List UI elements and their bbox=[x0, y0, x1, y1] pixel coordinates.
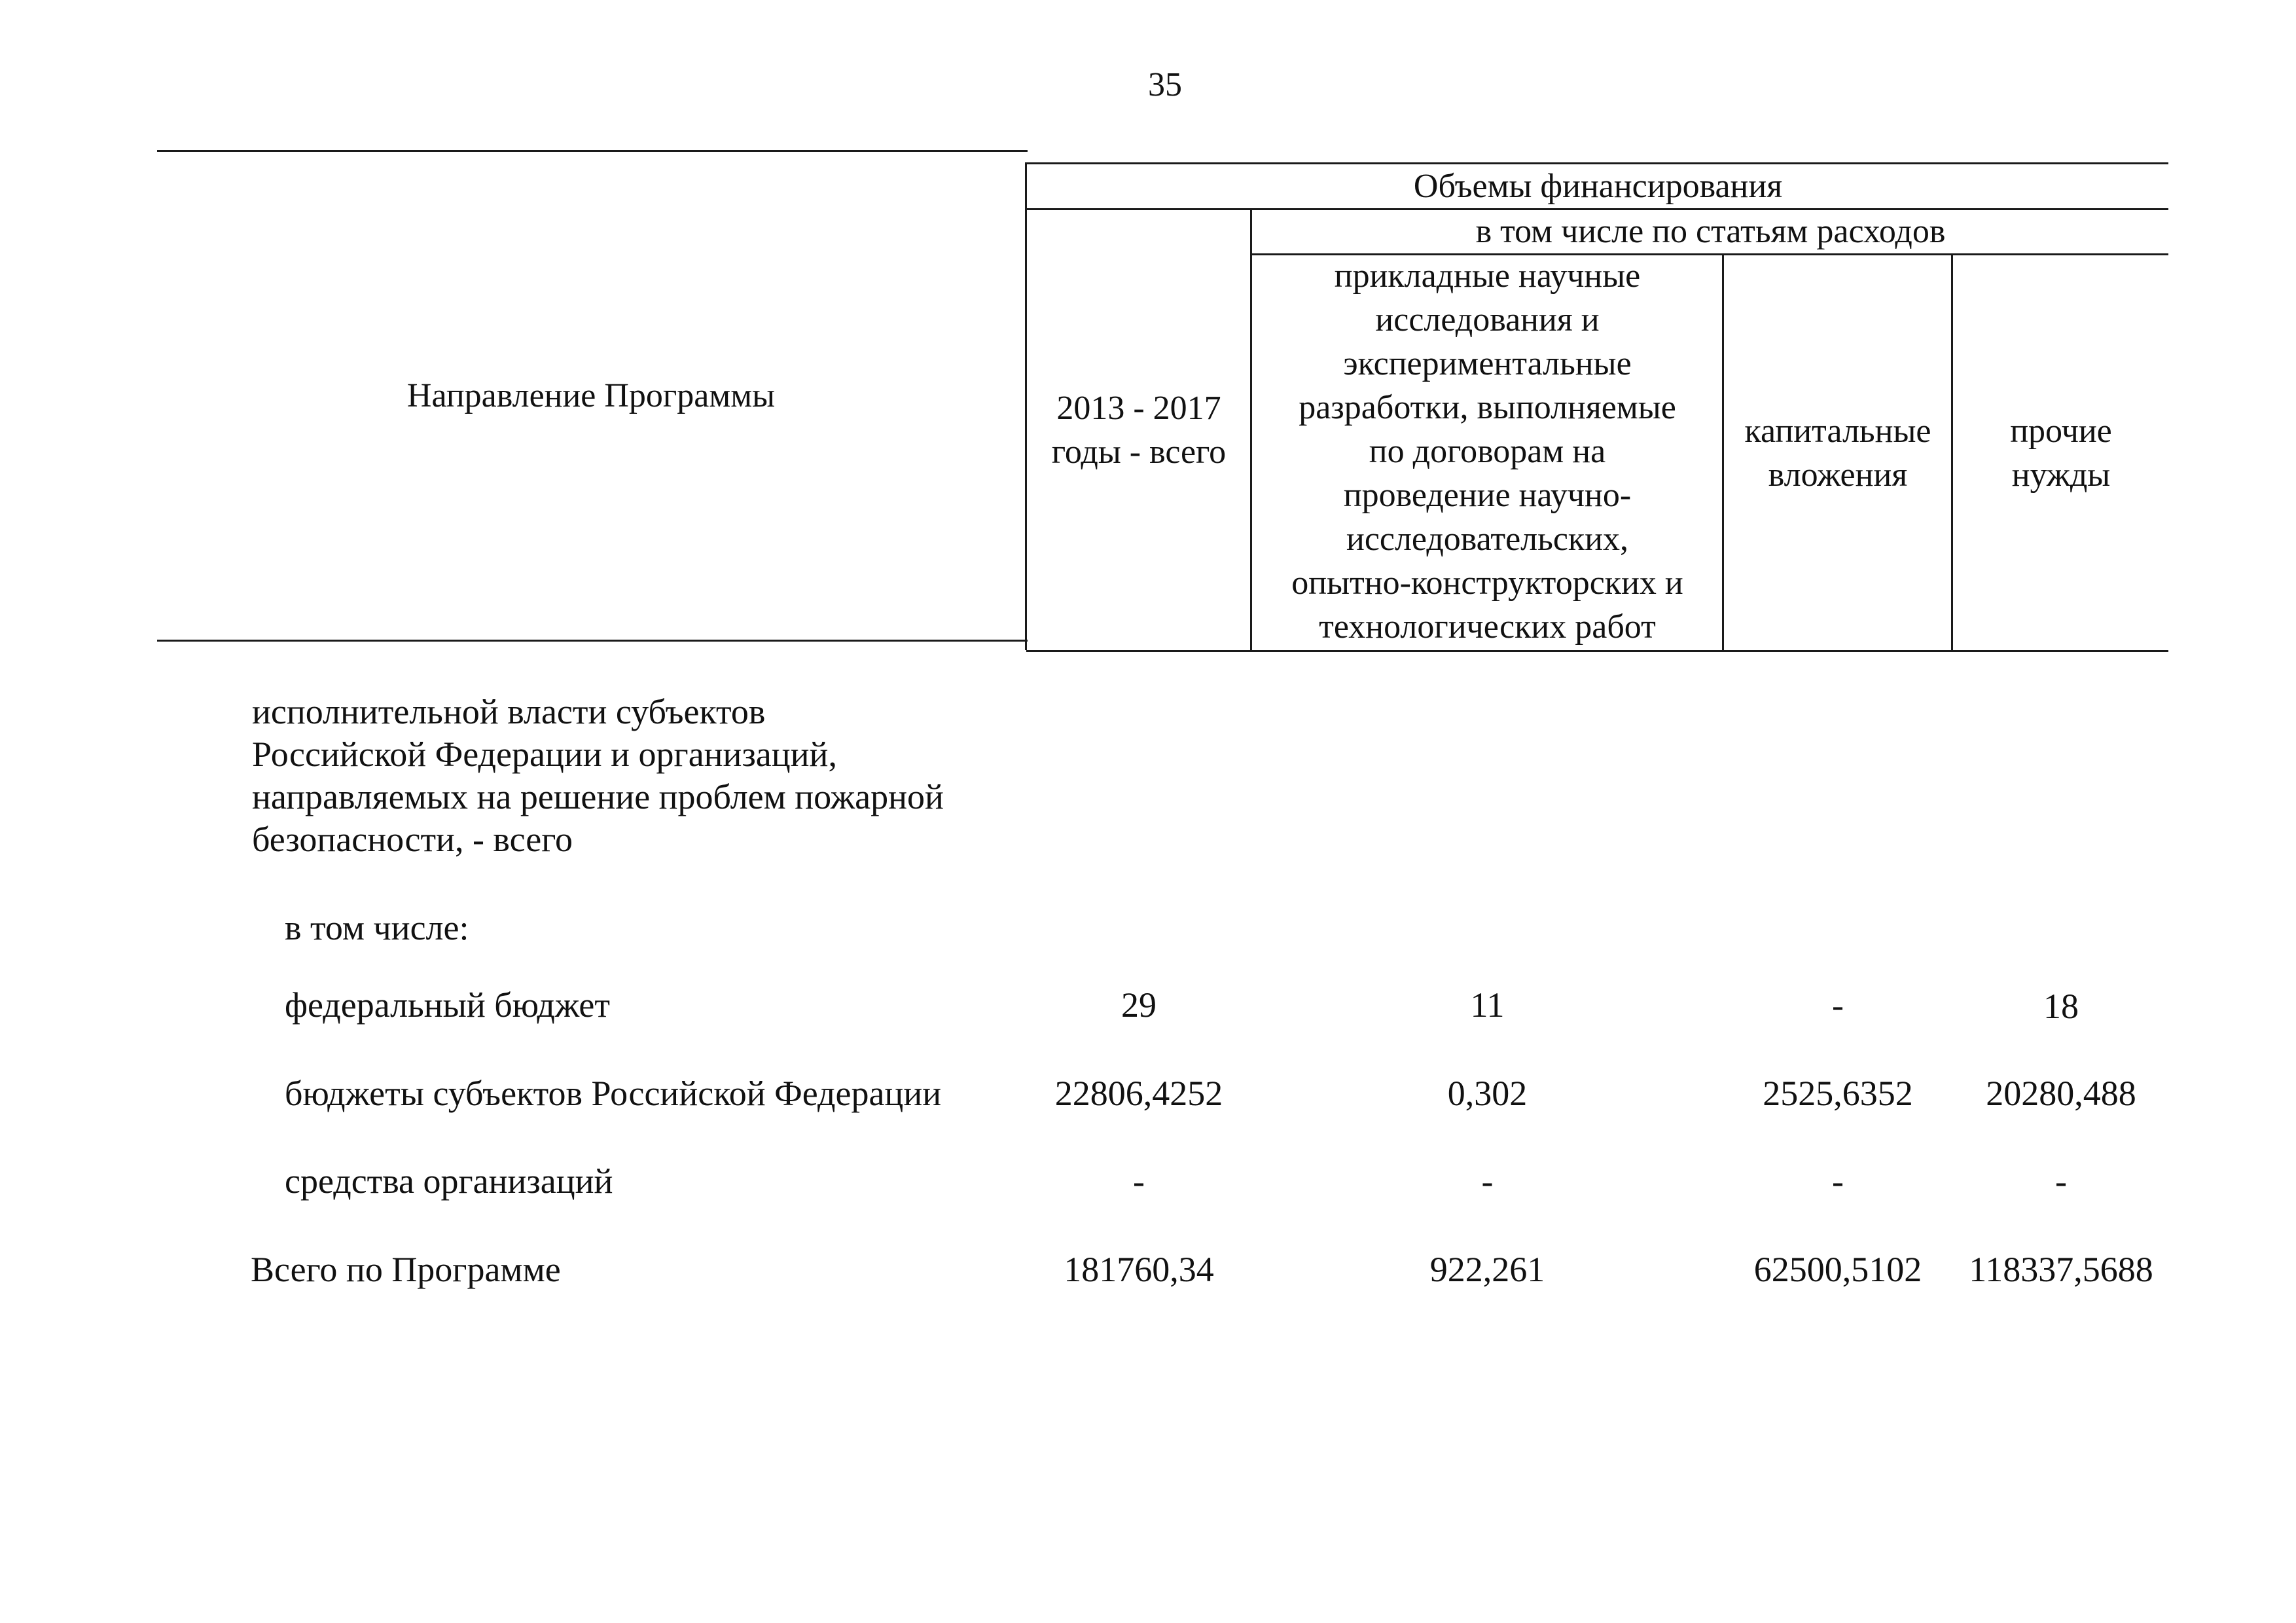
continued-label-line: направляемых на решение проблем пожарной bbox=[252, 777, 944, 816]
row-label: федеральный бюджет bbox=[285, 985, 610, 1025]
header-funding-volumes-text: Объемы финансирования bbox=[1413, 167, 1783, 205]
header-rnd-line: исследования и bbox=[1375, 301, 1600, 338]
header-total-line-1: 2013 - 2017 bbox=[1056, 389, 1221, 427]
continued-label-line: безопасности, - всего bbox=[252, 820, 573, 859]
row-label: бюджеты субъектов Российской Федерации bbox=[285, 1074, 942, 1113]
grand-total-other-value: 118337,5688 bbox=[1969, 1250, 2153, 1289]
row-rnd-value: 0,302 bbox=[1447, 1074, 1528, 1113]
continued-label-line: Российской Федерации и организаций, bbox=[252, 735, 837, 774]
header-other-line-2: нужды bbox=[2011, 456, 2111, 494]
header-funding-volumes bbox=[1028, 164, 2168, 208]
grand-total-label: Всего по Программе bbox=[251, 1250, 561, 1289]
grand-total-value: 181760,34 bbox=[1064, 1250, 1214, 1289]
col-divider-1 bbox=[1025, 162, 1027, 650]
header-rnd-line: по договорам на bbox=[1369, 432, 1606, 470]
header-rnd-line: экспериментальные bbox=[1343, 344, 1632, 382]
header-by-expense-items bbox=[1253, 210, 2168, 253]
continued-label-line: исполнительной власти субъектов bbox=[252, 692, 766, 731]
header-rnd-line: разработки, выполняемые bbox=[1299, 388, 1676, 426]
header-direction bbox=[157, 152, 1025, 640]
header-rnd-line: исследовательских, bbox=[1346, 520, 1629, 558]
header-capital-line-1: капитальные bbox=[1744, 412, 1931, 450]
header-rnd-line: прикладные научные bbox=[1334, 257, 1641, 295]
grand-total-rnd-value: 922,261 bbox=[1429, 1250, 1545, 1289]
col-divider-4 bbox=[1951, 253, 1953, 650]
row-label: средства организаций bbox=[285, 1161, 613, 1201]
header-rnd-line: технологических работ bbox=[1319, 608, 1656, 646]
row-total-value: 22806,4252 bbox=[1054, 1074, 1223, 1113]
row-other-value: - bbox=[2055, 1161, 2067, 1201]
row-capital-value: 2525,6352 bbox=[1763, 1074, 1913, 1113]
header-total bbox=[1028, 210, 1250, 650]
header-capital-line-2: вложения bbox=[1768, 456, 1908, 494]
header-total-line-2: годы - всего bbox=[1051, 433, 1227, 471]
header-direction-text: Направление Программы bbox=[406, 377, 776, 414]
header-rnd-line: опытно-конструкторских и bbox=[1291, 564, 1683, 602]
header-bottom-rule-right bbox=[1026, 650, 2168, 652]
col-divider-3 bbox=[1722, 253, 1724, 650]
header-capital bbox=[1725, 255, 1951, 650]
header-rnd bbox=[1253, 252, 1722, 650]
row-total-value: - bbox=[1133, 1161, 1145, 1201]
row-other-value: 18 bbox=[2043, 987, 2079, 1026]
row-capital-value: - bbox=[1832, 1161, 1844, 1201]
row-other-value: 20280,488 bbox=[1986, 1074, 2136, 1113]
row-total-value: 29 bbox=[1121, 985, 1157, 1025]
row-capital-value: - bbox=[1832, 985, 1844, 1025]
including-label: в том числе: bbox=[285, 908, 469, 947]
header-other bbox=[1954, 255, 2168, 650]
header-rnd-line: проведение научно- bbox=[1343, 476, 1632, 514]
row-rnd-value: - bbox=[1481, 1161, 1494, 1201]
header-other-line-1: прочие bbox=[2010, 412, 2112, 450]
page-number: 35 bbox=[1148, 66, 1182, 103]
row-rnd-value: 11 bbox=[1470, 985, 1505, 1025]
grand-total-capital-value: 62500,5102 bbox=[1753, 1250, 1922, 1289]
header-by-expense-items-text: в том числе по статьям расходов bbox=[1475, 213, 1946, 250]
col-divider-2 bbox=[1250, 208, 1252, 650]
header-bottom-rule-left bbox=[157, 640, 1028, 642]
